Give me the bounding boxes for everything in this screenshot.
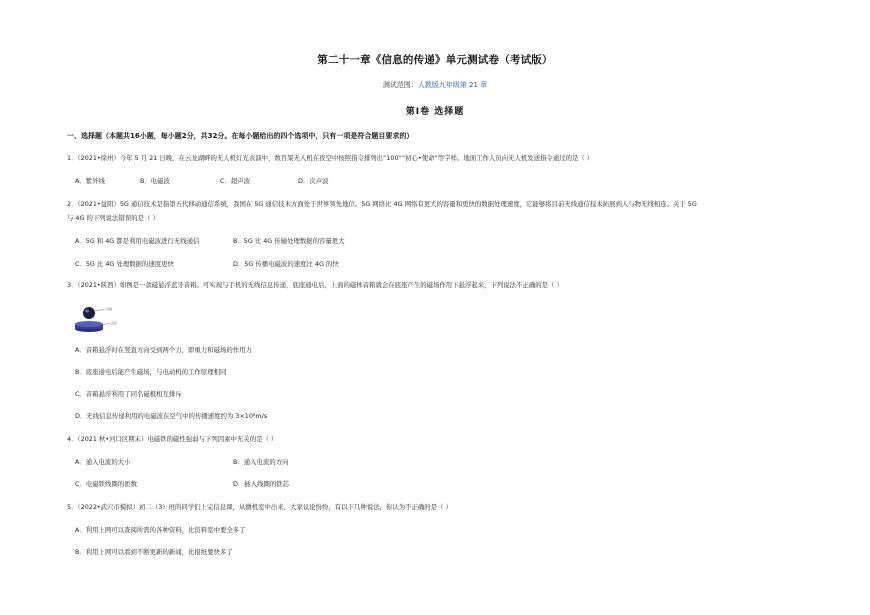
question-3-option-c: C．音箱悬浮利用了同名磁极相互排斥 bbox=[75, 390, 182, 398]
question-3-option-d: D．无线信息传递利用的电磁波在空气中的传播速度约为 3×10⁸m/s bbox=[75, 412, 268, 420]
question-2-option-c: C．5G 比 4G 处理数据的速度更快 bbox=[75, 260, 174, 268]
question-2-stem-line-1: 2．（2021•益阳）5G 通信技术是指第五代移动通信系统，我国在 5G 通信技术方面处于世界领先地位。5G 网络比 4G 网络有更大的容量和更快的数据处理速度，它能够将目前无线通信技术拓展到人与物无线相连。关于 5G bbox=[67, 200, 697, 208]
document-title: 第二十一章《信息的传递》单元测试卷（考试版） bbox=[317, 54, 553, 66]
question-3-stem: 3．（2021•陕西）如图是一款磁悬浮蓝牙音箱。可实现与手机的无线信息传递，底座通电后，上面的磁体音箱就会在底座产生的磁场作用下悬浮起来，下列说法不正确的是（ ） bbox=[67, 281, 563, 289]
test-range-label: 测试范围： bbox=[382, 81, 418, 89]
section-heading: 一、选择题（本题共16小题，每小题2分，共32分。在每小题给出的四个选项中，只有一项是符合题目要求的） bbox=[67, 132, 414, 140]
figure-label-speaker: 音箱 bbox=[106, 307, 113, 311]
maglev-speaker-figure bbox=[72, 303, 122, 333]
question-4-stem: 4．（2021 秋•河口区期末）电磁铁的磁性强弱与下列因素中无关的是（ ） bbox=[67, 435, 278, 443]
question-2-option-a: A．5G 和 4G 都是利用电磁波进行无线通信 bbox=[75, 237, 200, 245]
question-4-option-c: C．电磁铁线圈的匝数 bbox=[75, 480, 137, 488]
test-range-value: 人教版九年级第 21 章 bbox=[417, 81, 488, 89]
test-range bbox=[0, 80, 870, 90]
question-1-option-c: C．超声波 bbox=[220, 177, 251, 185]
question-4-option-a: A．通入电流的大小 bbox=[75, 458, 131, 466]
question-5-option-b: B．利用上网可以看到不断更新的新闻，比报纸要快多了 bbox=[75, 548, 233, 556]
question-3-option-a: A．音箱悬浮时在竖直方向受到两个力，即重力和磁场的作用力 bbox=[75, 346, 252, 354]
question-1-option-a: A．紫外线 bbox=[75, 177, 105, 185]
question-4-option-d: D．插入线圈的铁芯 bbox=[233, 480, 290, 488]
question-4-option-b: B．通入电流的方向 bbox=[233, 458, 289, 466]
question-2-option-d: D．5G 传播电磁波的速度比 4G 的快 bbox=[233, 260, 339, 268]
question-3-option-b: B．底座通电后能产生磁场，与电动机的工作原理相同 bbox=[75, 368, 227, 376]
question-2-stem-line-2: 与 4G 的下列说法错误的是（ ） bbox=[67, 214, 159, 222]
volume-heading: 第Ⅰ卷 选择题 bbox=[405, 107, 465, 117]
question-2-option-b: B．5G 比 4G 传输处理数据的容量更大 bbox=[233, 237, 345, 245]
question-1-option-d: D．次声波 bbox=[298, 177, 329, 185]
question-5-option-a: A．利用上网可以查阅所需的各种资料，比资料室中要全多了 bbox=[75, 526, 246, 534]
question-1-option-b: B．电磁波 bbox=[140, 177, 170, 185]
question-5-stem: 5．（2022•武穴市模拟）初二（3）班的同学们上完信息课，从微机室中出来，大家议论纷纷，有以下几种说法，你认为不正确的是（ ） bbox=[67, 503, 452, 511]
figure-label-base: 底座 bbox=[111, 321, 118, 325]
question-1-stem: 1．（2021•徐州）今年 5 月 21 日晚，在云龙湖畔的无人机灯光表演中，数百架无人机在夜空中按照指令排列出“100”“初心•使命”等字样。地面工作人员向无人机发送指令通过的是（ ） bbox=[67, 154, 594, 162]
